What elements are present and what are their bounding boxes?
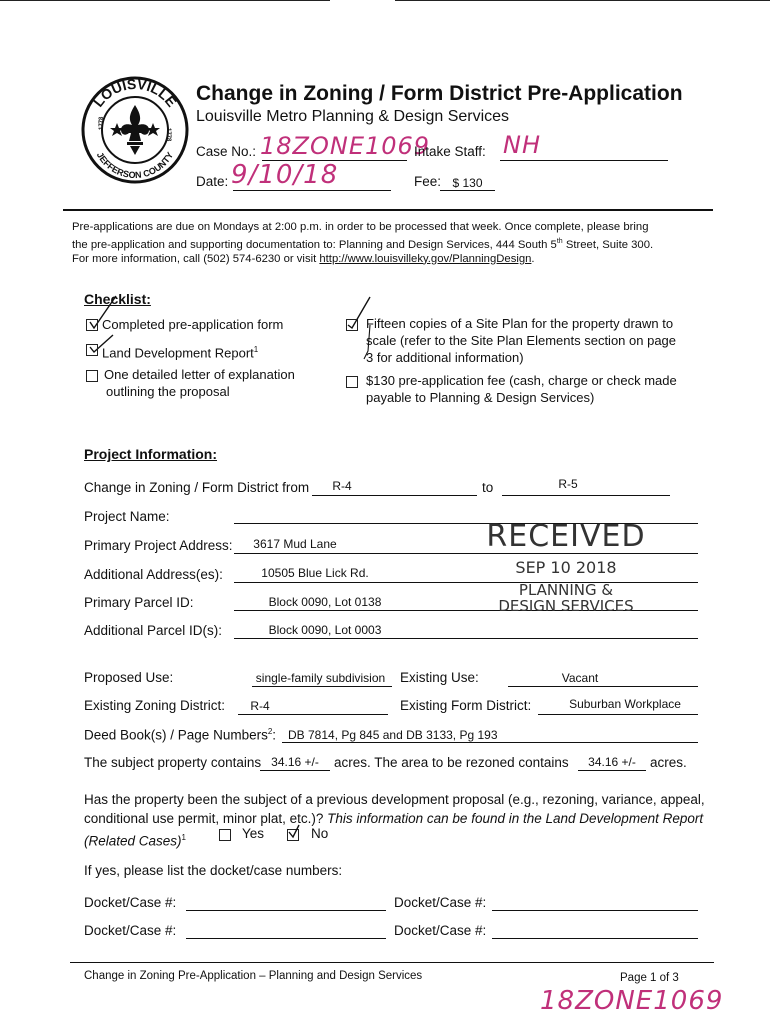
related-cases-label: (Related Cases) <box>84 833 182 849</box>
existing-zoning-label: Existing Zoning District: <box>84 698 226 713</box>
ldr-label: Land Development Report <box>102 345 254 361</box>
docket-label-4: Docket/Case #: <box>394 923 487 938</box>
no-label: No <box>311 826 329 841</box>
primary-address-label: Primary Project Address: <box>84 538 233 553</box>
intro-paragraph <box>72 220 712 266</box>
checkbox-pre-application-fee[interactable] <box>346 376 358 388</box>
fee-line-2: payable to Planning & Design Services) <box>366 390 595 405</box>
site-plan-line-3: 3 for additional information) <box>366 350 524 365</box>
stamp-planning: PLANNING & <box>518 581 614 599</box>
checkbox-land-development-report[interactable] <box>86 344 98 356</box>
deed-underline <box>282 742 698 743</box>
ldr-superscript: 1 <box>253 345 259 354</box>
acres-rezoned-value[interactable]: 34.16 +/- <box>588 755 636 769</box>
docket-prompt: If yes, please list the docket/case numbers: <box>84 863 343 878</box>
deed-label-text: Deed Book(s) / Page Numbers <box>84 727 268 743</box>
acres-prefix: The subject property contains <box>84 755 262 770</box>
case-no-value[interactable]: 18ZONE1069 <box>260 132 431 160</box>
footer-left-text: Change in Zoning Pre-Application – Planning and Design Services <box>84 970 423 982</box>
checklist-item-fee <box>366 372 677 406</box>
site-plan-line-1: Fifteen copies of a Site Plan for the property drawn to <box>366 316 674 331</box>
acres-underline <box>260 770 330 771</box>
change-from-value[interactable]: R-4 <box>332 479 352 493</box>
to-label: to <box>482 480 494 495</box>
louisville-seal-logo <box>80 75 190 185</box>
docket-label-2: Docket/Case #: <box>394 895 487 910</box>
additional-parcel-label: Additional Parcel ID(s): <box>84 623 223 638</box>
primary-address-value[interactable]: 3617 Mud Lane <box>253 537 337 551</box>
fee-label: Fee: <box>414 174 442 189</box>
deed-superscript: 2 <box>267 727 273 736</box>
checklist-item-site-plan <box>366 315 676 366</box>
case-no-label: Case No.: <box>196 144 257 159</box>
additional-parcel-value[interactable]: Block 0090, Lot 0003 <box>268 623 382 637</box>
checkbox-completed-form[interactable] <box>86 319 98 331</box>
yes-label: Yes <box>242 826 265 841</box>
fee-underline <box>440 190 495 191</box>
intro-superscript: th <box>556 237 563 245</box>
additional-address-value[interactable]: 10505 Blue Lick Rd. <box>261 566 369 580</box>
primary-parcel-label: Primary Parcel ID: <box>84 595 194 610</box>
deed-label <box>84 727 276 743</box>
svg-text:1778: 1778 <box>99 116 105 130</box>
svg-text:LOUISVILLE: LOUISVILLE <box>89 75 181 110</box>
checklist-item-completed-form: Completed pre-application form <box>102 317 284 332</box>
to-underline <box>502 495 670 496</box>
date-label: Date: <box>196 174 229 189</box>
change-from-underline <box>312 495 477 496</box>
letter-line-1: One detailed letter of explanation <box>104 367 295 382</box>
project-name-label: Project Name: <box>84 509 170 524</box>
docket-label-3: Docket/Case #: <box>84 923 177 938</box>
checklist-item-letter-of-explanation <box>104 366 295 400</box>
form-subtitle: Louisville Metro Planning & Design Services <box>196 108 510 125</box>
acres-rezoned-underline <box>578 770 646 771</box>
acres-suffix: acres. <box>650 755 687 770</box>
checklist-item-land-development-report <box>102 341 258 361</box>
existing-use-value[interactable]: Vacant <box>561 671 599 685</box>
existing-zoning-value[interactable]: R-4 <box>250 699 270 713</box>
intake-staff-underline <box>500 160 668 161</box>
proposed-use-underline <box>252 686 392 687</box>
question-line-2a: conditional use permit, minor plat, etc.)? <box>84 811 328 826</box>
project-info-heading: Project Information: <box>84 446 218 462</box>
related-cases-superscript: 1 <box>181 833 186 842</box>
site-plan-line-2: scale (refer to the Site Plan Elements section on page <box>366 333 677 348</box>
existing-form-value[interactable]: Suburban Workplace <box>569 697 681 711</box>
existing-form-underline <box>538 714 698 715</box>
scan-edge-line <box>395 0 770 1</box>
svg-text:JEFFERSON COUNTY: JEFFERSON COUNTY <box>94 150 176 181</box>
checkbox-site-plan-copies[interactable] <box>346 319 358 331</box>
fee-value[interactable]: $ 130 <box>452 176 483 190</box>
docket-underline-3[interactable] <box>186 938 386 939</box>
svg-text:1778: 1778 <box>165 128 171 142</box>
stamp-received: RECEIVED <box>486 519 646 554</box>
received-stamp <box>466 520 666 614</box>
question-line-2 <box>84 809 705 828</box>
fee-line-1: $130 pre-application fee (cash, charge or check made <box>366 373 677 388</box>
intro-line-2a: the pre-application and supporting documentation to: Planning and Design Services, 444 South 5 <box>72 238 557 251</box>
proposed-use-label: Proposed Use: <box>84 670 174 685</box>
docket-underline-2[interactable] <box>492 910 698 911</box>
scan-edge-line <box>0 0 330 1</box>
intake-staff-value[interactable]: NH <box>503 131 541 159</box>
intro-line-2 <box>72 235 712 252</box>
existing-use-label: Existing Use: <box>400 670 479 685</box>
checkbox-letter-of-explanation[interactable] <box>86 370 98 382</box>
deed-colon: : <box>272 727 277 743</box>
form-title: Change in Zoning / Form District Pre-Application <box>196 82 683 105</box>
question-line-2b: This information can be found in the Land Development Report <box>327 811 704 826</box>
intro-line-3a: For more information, call (502) 574-6230 or visit <box>72 252 320 265</box>
additional-address-label: Additional Address(es): <box>84 567 223 582</box>
additional-parcel-underline <box>234 638 698 639</box>
footer-divider <box>70 962 714 963</box>
stamp-date: SEP 10 2018 <box>515 558 617 577</box>
intro-line-2b: Street, Suite 300. <box>562 238 654 251</box>
intro-line-3b: . <box>531 252 535 265</box>
to-value[interactable]: R-5 <box>558 477 578 491</box>
letter-line-2: outlining the proposal <box>106 384 230 399</box>
question-line-1: Has the property been the subject of a previous development proposal (e.g., rezoning, variance, appeal, <box>84 792 705 807</box>
handwritten-case-number: 18ZONE1069 <box>540 986 724 1016</box>
previous-proposal-question <box>84 790 705 851</box>
docket-underline-4[interactable] <box>492 938 698 939</box>
stamp-design-services: DESIGN SERVICES <box>498 597 634 615</box>
page-number: Page 1 of 3 <box>620 972 679 984</box>
checkbox-yes[interactable] <box>219 829 231 841</box>
date-underline <box>233 190 391 191</box>
question-line-3 <box>84 828 705 851</box>
intake-staff-label: Intake Staff: <box>414 144 486 159</box>
existing-use-underline <box>508 686 698 687</box>
proposed-use-value[interactable]: single-family subdivision <box>255 671 386 685</box>
checkbox-no-mark <box>286 823 302 841</box>
intro-line-1: Pre-applications are due on Mondays at 2:00 p.m. in order to be processed that week. Once complete, please bring <box>72 221 649 233</box>
primary-parcel-value[interactable]: Block 0090, Lot 0138 <box>268 595 382 609</box>
existing-form-label: Existing Form District: <box>400 698 532 713</box>
docket-label-1: Docket/Case #: <box>84 895 177 910</box>
existing-zoning-underline <box>238 714 388 715</box>
date-value[interactable]: 9/10/18 <box>231 160 339 190</box>
acres-value[interactable]: 34.16 +/- <box>271 755 319 769</box>
change-from-label: Change in Zoning / Form District from <box>84 480 310 495</box>
header-divider <box>63 209 713 211</box>
planning-design-link[interactable]: http://www.louisvilleky.gov/PlanningDesign <box>319 252 532 265</box>
intro-line-3 <box>72 252 712 267</box>
docket-underline-1[interactable] <box>186 910 386 911</box>
deed-value[interactable]: DB 7814, Pg 845 and DB 3133, Pg 193 <box>288 728 498 742</box>
checklist-heading: Checklist: <box>84 291 151 307</box>
acres-mid: acres. The area to be rezoned contains <box>334 755 569 770</box>
